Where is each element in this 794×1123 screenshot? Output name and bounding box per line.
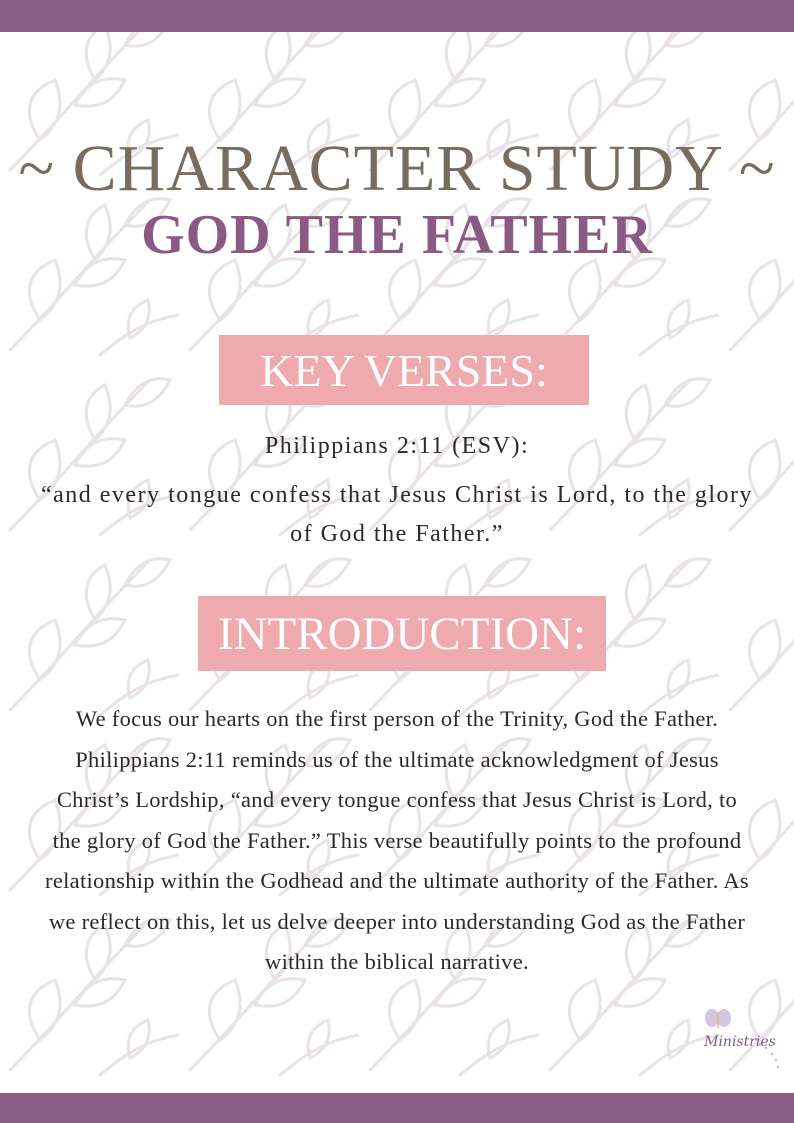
logo-text: Ministries [704, 1034, 776, 1050]
verse-reference: Philippians 2:11 (ESV): [264, 433, 530, 459]
introduction-text: We focus our hearts on the first person of the Trinity, God the Father. Philippians 2:11 reminds us of the ultimate acknowledgment of Jesus Christ’s Lordship, “and every tongue confess that Jesus Christ is Lord, to the glory of God the Father.” This verse beautifully points to the profound relationship within the Godhead and the ultimate authority of the Father. As we reflect on this, let us delve deeper into understanding God as the Father within the biblical narrative. [45, 706, 749, 974]
bottom-bar [0, 1093, 794, 1123]
introduction-heading: INTRODUCTION: [198, 596, 606, 671]
page-subtitle: GOD THE FATHER [141, 204, 653, 266]
top-bar [0, 0, 794, 32]
ministries-logo [690, 1004, 790, 1080]
key-verses-heading: KEY VERSES: [219, 335, 589, 405]
verse-text: “and every tongue confess that Jesus Christ is Lord, to the glory of God the Father.” [40, 482, 754, 547]
page-title: ~ CHARACTER STUDY ~ [18, 132, 776, 205]
